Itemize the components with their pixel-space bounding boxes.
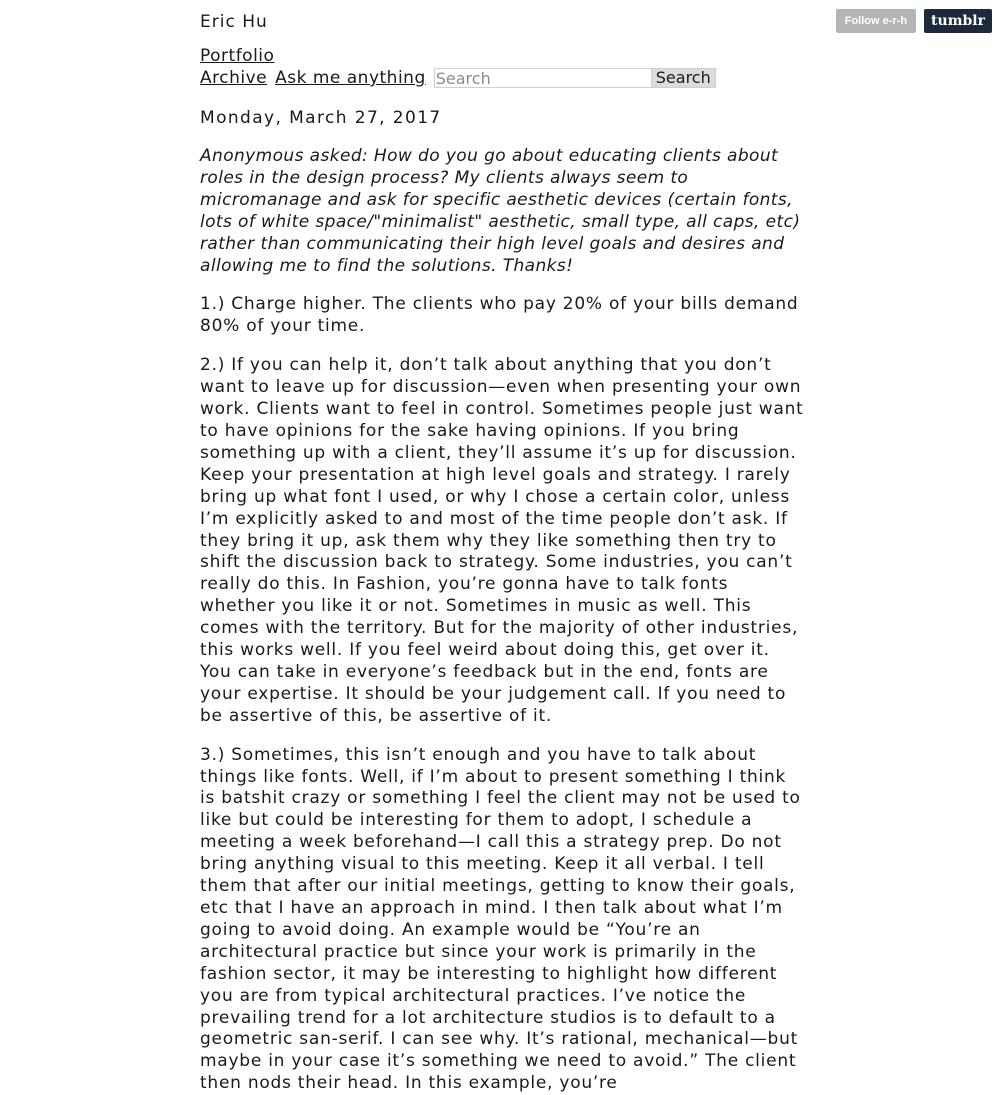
- tumblr-logo-button[interactable]: tumblr: [924, 9, 992, 33]
- blog-container: [200, 11, 804, 1095]
- nav-link-archive[interactable]: Archive: [200, 68, 268, 88]
- tumblr-controls: [836, 9, 992, 33]
- nav-row-main: [200, 67, 804, 89]
- post-date[interactable]: Monday, March 27, 2017: [200, 108, 442, 128]
- search-input[interactable]: [434, 68, 652, 88]
- nav-link-portfolio[interactable]: Portfolio: [200, 46, 275, 66]
- search-button[interactable]: Search: [652, 68, 716, 88]
- answer-paragraph-3: 3.) Sometimes, this isn’t enough and you have to talk about things like fonts. Well, if I’m about to present something I think is batshit crazy or something I feel the client may not be used to like but could be interesting for them to adopt, I schedule a meeting a week beforehand—I call this a strategy prep. Do not bring anything visual to this meeting. Keep it all verbal. I tell them that after our initial meetings, getting to know their goals, etc that I have an approach in mind. I then talk about what I’m going to avoid doing. An example would be “You’re an architectural practice but since your work is primarily in the fashion sector, it may be interesting to highlight how different you are from typical architectural practices. I’ve notice the prevailing trend for a lot architecture studios is to default to a geometric san-serif. I can see why. It’s rational, mechanical—but maybe in your case it’s something we need to avoid.” The client then nods their head. In this example, you’re: [200, 744, 801, 1094]
- nav-row-portfolio: [200, 45, 804, 67]
- answer-paragraph-1: 1.) Charge higher. The clients who pay 20% of your bills demand 80% of your time.: [200, 294, 799, 337]
- search-form: [434, 68, 716, 88]
- follow-button[interactable]: Follow e-r-h: [836, 9, 916, 33]
- site-title[interactable]: Eric Hu: [200, 12, 268, 32]
- nav-link-ask[interactable]: Ask me anything: [275, 68, 426, 88]
- site-nav: [200, 45, 804, 89]
- answer-paragraph-2: 2.) If you can help it, don’t talk about anything that you don’t want to leave up for discussion—even when presenting your own work. Clients want to feel in control. Sometimes people just want to have opinions for the sake having opinions. If you bring something up with a client, they’ll assume it’s up for discussion. Keep your presentation at high level goals and strategy. I rarely bring up what font I used, or why I chose a certain color, unless I’m explicitly asked to and most of the time people don’t ask. If they bring it up, ask them why they like something then try to shift the discussion back to strategy. Some industries, you can’t really do this. In Fashion, you’re gonna have to talk fonts whether you like it or not. Sometimes in music as well. This comes with the territory. But for the majority of other industries, this works well. If you feel weird about doing this, get over it. You can take in everyone’s feedback but in the end, fonts are your expertise. It should be your judgement call. If you need to be assertive of this, be assertive of it.: [200, 355, 804, 726]
- ask-question: Anonymous asked: How do you go about educating clients about roles in the design process? My clients always seem to micromanage and ask for specific aesthetic devices (certain fonts, lots of white space/"minimalist" aesthetic, small type, all caps, etc) rather than communicating their high level goals and desires and allowing me to find the solutions. Thanks!: [200, 146, 801, 276]
